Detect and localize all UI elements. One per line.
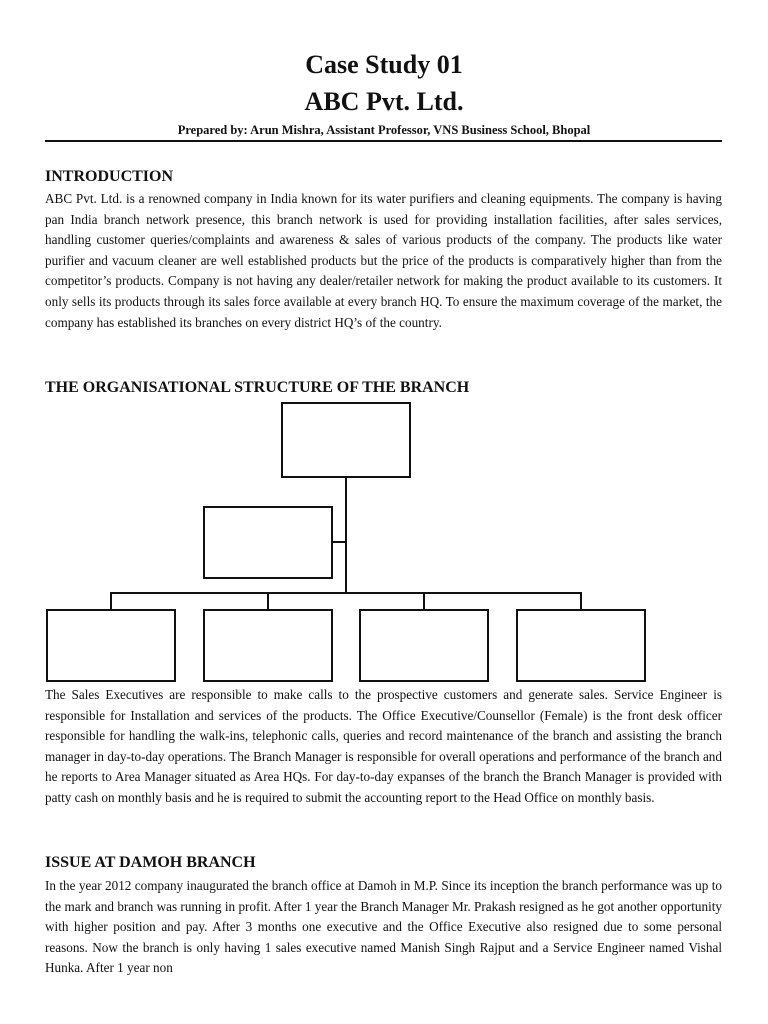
org-chart-top-box — [281, 402, 411, 478]
org-chart-bottom-box — [516, 609, 646, 682]
introduction-heading: INTRODUCTION — [45, 168, 174, 185]
document-subtitle: ABC Pvt. Ltd. — [304, 87, 464, 116]
title-divider — [45, 140, 722, 142]
org-chart-drop-line — [267, 592, 269, 609]
org-chart-drop-line — [110, 592, 112, 609]
org-structure-heading: THE ORGANISATIONAL STRUCTURE OF THE BRANCH — [45, 379, 470, 396]
org-chart-drop-line — [423, 592, 425, 609]
org-chart-vertical-line — [345, 478, 347, 593]
issue-heading: ISSUE AT DAMOH BRANCH — [45, 854, 256, 871]
org-chart-bottom-box — [203, 609, 333, 682]
prepared-by-line: Prepared by: Arun Mishra, Assistant Professor, VNS Business School, Bhopal — [177, 123, 591, 137]
org-chart-horizontal-line — [110, 592, 582, 594]
org-chart-middle-box — [203, 506, 333, 579]
org-chart-drop-line — [580, 592, 582, 609]
issue-paragraph: In the year 2012 company inaugurated the branch office at Damoh in M.P. Since its inception the branch performance was up to the mark and branch was running in profit. After 1 year the Branch Manager Mr. Prakash resigned as he got another opportunity with higher position and pay. After 3 months one executive and the Office Executive also resigned due to some personal reasons. Now the branch is only having 1 sales executive named Manish Singh Rajput and a Service Engineer named Vishal Hunka. After 1 year non — [45, 878, 722, 976]
org-chart-connector — [333, 541, 346, 543]
document-title: Case Study 01 — [305, 50, 463, 79]
introduction-paragraph: ABC Pvt. Ltd. is a renowned company in India known for its water purifiers and cleaning equipments. The company is having pan India branch network presence, this branch network is used for providing installation facilities, after sales services, handling customer queries/complaints and awareness & sales of various products of the company. The products like water purifier and vacuum cleaner are well established products but the price of the products is comparatively higher than from the competitor’s products. Company is not having any dealer/retailer network for making the product available to its customers. It only sells its products through its sales force available at every branch HQ. To ensure the maximum coverage of the market, the company has established its branches on every district HQ’s of the country. — [45, 191, 722, 330]
org-structure-paragraph: The Sales Executives are responsible to make calls to the prospective customers and generate sales. Service Engineer is responsible for Installation and services of the products. The Office Executive/Counsellor (Female) is the front desk officer responsible for handling the walk-ins, telephonic calls, queries and record maintenance of the branch and assisting the branch manager in day-to-day operations. The Branch Manager is responsible for overall operations and performance of the branch and he reports to Area Manager situated as Area HQs. For day-to-day expanses of the branch the Branch Manager is provided with patty cash on monthly basis and he is required to submit the accounting report to the Head Office on monthly basis. — [45, 687, 722, 805]
org-chart-bottom-box — [46, 609, 176, 682]
org-chart-bottom-box — [359, 609, 489, 682]
